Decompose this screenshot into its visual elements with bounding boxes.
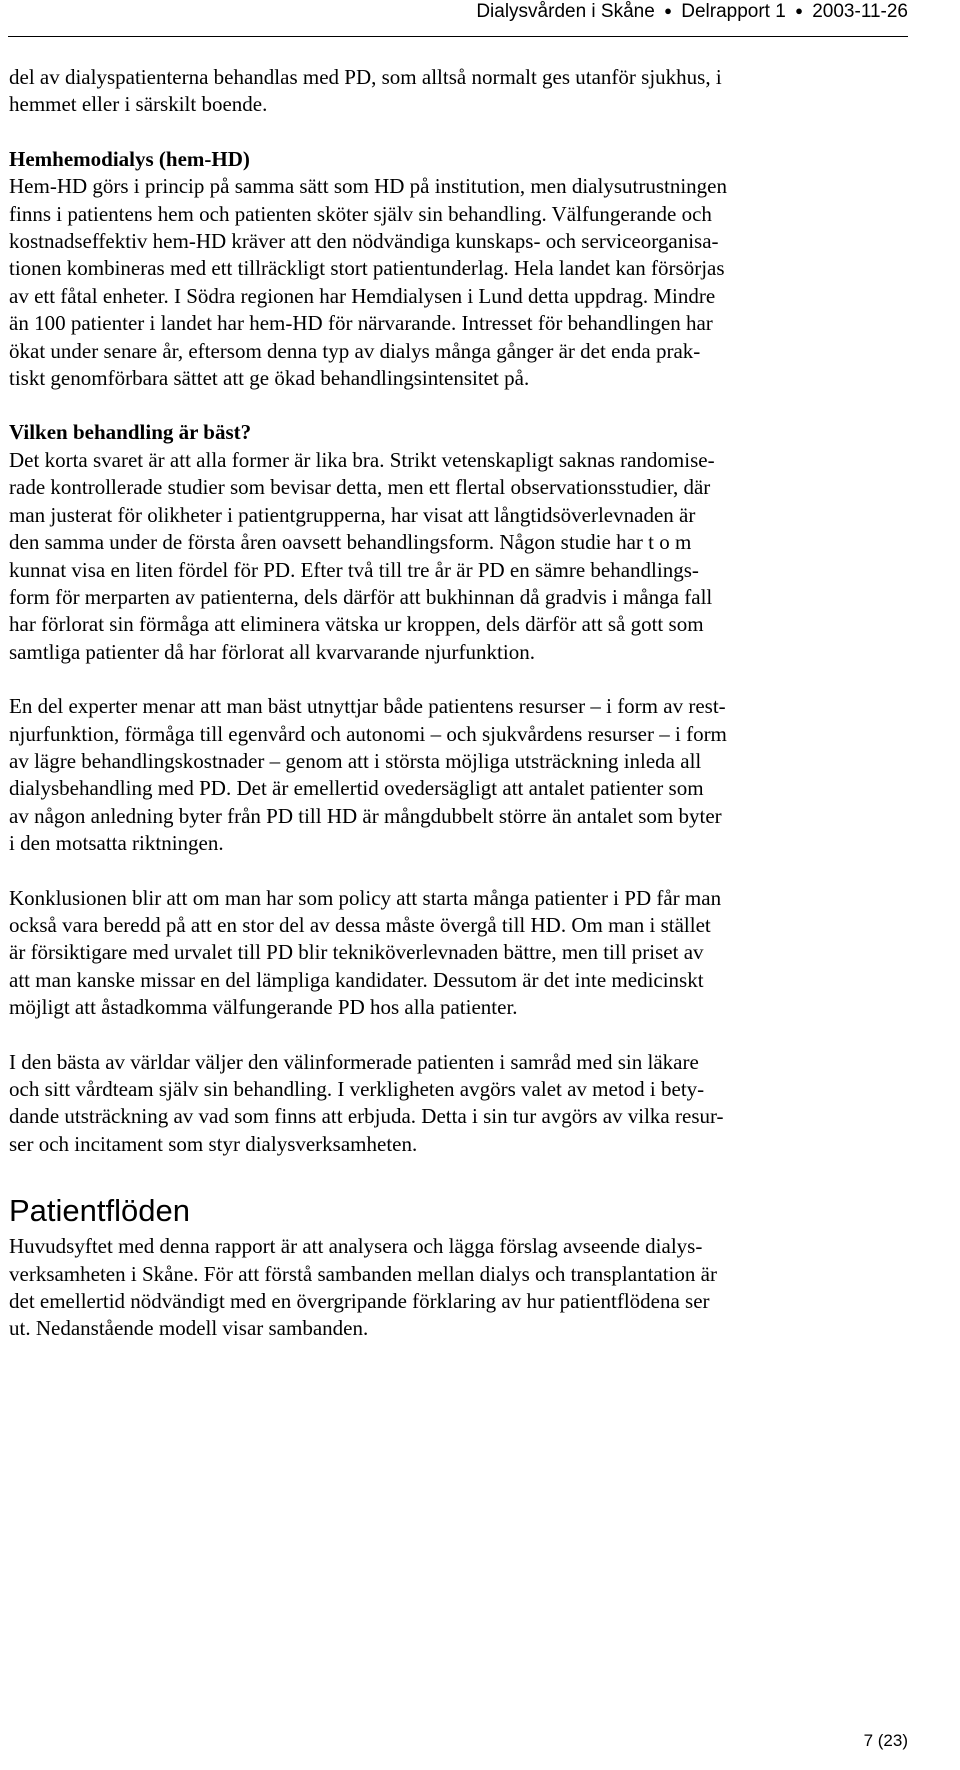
bullet-separator-icon: ● [795, 3, 803, 18]
bullet-separator-icon: ● [664, 3, 672, 18]
page-header [476, 0, 908, 25]
header-date: 2003-11-26 [812, 1, 908, 22]
hem-hd-section: Hemhemodialys (hem-HD) Hem-HD görs i princip på samma sätt som HD på institution, men dialysutrustningen finns i patientens hem och patienten sköter själv sin behandling. Välfungerande och kostnadseffektiv hem-HD kräver att den nödvändiga kunskaps- och serviceorganisa- tionen kombineras med ett tillräckligt stort patientunderlag. Hela landet kan försörjas av ett fåtal enheter. I Södra regionen har Hemdialysen i Lund detta uppdrag. Mindre än 100 patienter i landet har hem-HD för närvarande. Intresset för behandlingen har ökat under senare år, eftersom denna typ av dialys många gånger är det enda prak- tiskt genomförbara sättet att ge ökad behandlingsintensitet på. [9, 146, 727, 391]
experts-paragraph: En del experter menar att man bäst utnyttjar både patientens resurser – i form av rest- njurfunktion, förmåga till egenvård och autonomi – och sjukvårdens resurser – i form av lägre behandlingskostnader – genom att i största möjliga utsträckning inleda all dialysbehandling med PD. Det är emellertid ovedersägligt att antalet patienter som av någon anledning byter från PD till HD är mångdubbelt större än antalet som byter i den motsatta riktningen. [9, 694, 727, 856]
hem-hd-heading: Hemhemodialys (hem-HD) [9, 146, 250, 171]
best-treatment-section: Vilken behandling är bäst? Det korta svaret är att alla former är lika bra. Strikt vetenskapligt saknas randomise- rade kontrollerade studier som bevisar detta, men ett flertal observationsstudier, där man justerat för olikheter i patientgrupperna, har visat att långtidsöverlevnaden är den samma under de första åren oavsett behandlingsform. Någon studie har t o m kunnat visa en liten fördel för PD. Efter två till tre år är PD en sämre behandlings- form för merparten av patienterna, dels därför att bukhinnan då gradvis i många fall har förlorat sin förmåga att eliminera vätska ur kroppen, dels därför att så gott som samtliga patienter då har förlorat all kvarvarande njurfunktion. [9, 420, 715, 664]
best-world-paragraph: I den bästa av världar väljer den välinformerade patienten i samråd med sin läkare och sitt vårdteam själv sin behandling. I verkligheten avgörs valet av metod i bety- dande utsträckning av vad som finns att erbjuda. Detta i sin tur avgörs av vilka resur- ser och incitament som styr dialysverksamheten. [9, 1049, 724, 1156]
header-title: Dialysvården i Skåne [476, 1, 655, 22]
header-report: Delrapport 1 [681, 1, 786, 22]
best-treatment-heading: Vilken behandling är bäst? [9, 420, 252, 445]
intro-paragraph: del av dialyspatienterna behandlas med PD, som alltså normalt ges utanför sjukhus, i hemmet eller i särskilt boende. [9, 65, 722, 117]
patient-flows-paragraph: Huvudsyftet med denna rapport är att analysera och lägga förslag avseende dialys- verksamheten i Skåne. För att förstå sambanden mellan dialys och transplantation är det emellertid nödvändigt med en övergripande förklaring av hur patientflödena ser ut. Nedanstående modell visar sambanden. [9, 1234, 717, 1341]
page-number: 7 (23) [863, 1731, 908, 1750]
document-body [9, 64, 947, 1343]
conclusion-paragraph: Konklusionen blir att om man har som policy att starta många patienter i PD får man också vara beredd på att en stor del av dessa måste övergå till HD. Om man i stället är försiktigare med urvalet till PD blir tekniköverlevnaden bättre, men till priset av att man kanske missar en del lämpliga kandidater. Dessutom är det inte medicinskt möjligt att åstadkomma välfungerande PD hos alla patienter. [9, 885, 722, 1020]
header-rule [8, 36, 908, 37]
patient-flows-heading: Patientflöden [9, 1193, 190, 1229]
